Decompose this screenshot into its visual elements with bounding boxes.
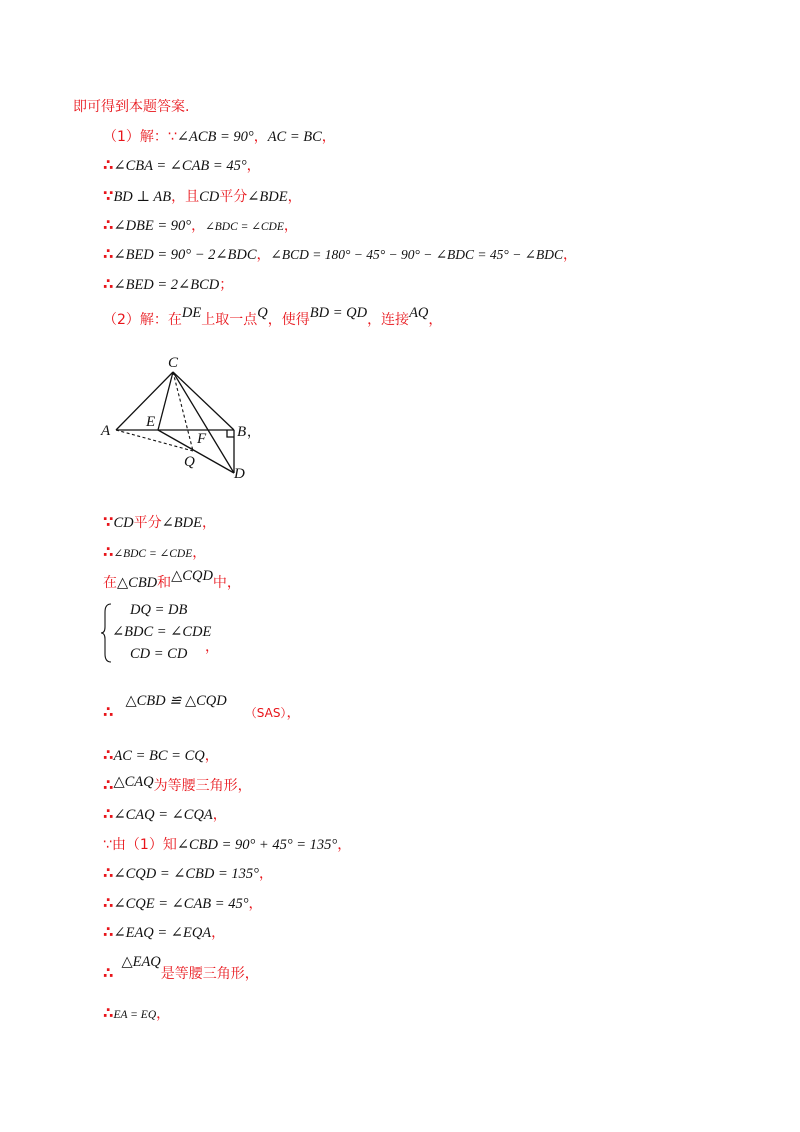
- proof-line11: [103, 925, 225, 941]
- geometry-figure: [96, 350, 276, 490]
- math-aq: AQ: [409, 305, 429, 321]
- math-expr: ∠CQE = ∠CAB = 45°: [113, 896, 249, 912]
- punct: ，: [283, 218, 298, 234]
- math-expr: AC = BC = CQ: [113, 748, 205, 764]
- part1-line1: [103, 129, 336, 145]
- math-expr: ∠BDC = ∠CDE: [205, 221, 284, 233]
- punct: ，: [246, 158, 261, 174]
- part2-line: [103, 305, 443, 328]
- proof-line12: [103, 954, 259, 982]
- math-expr: ∠DBE = 90°: [113, 218, 192, 234]
- system-eq-3: CD = CD: [130, 646, 188, 662]
- math-expr: ∠BDE: [247, 189, 288, 205]
- intro-text: 即可得到本题答案.: [73, 99, 190, 115]
- therefore-symbol: ∴: [103, 964, 114, 982]
- text: ，且: [171, 189, 200, 205]
- text: ，连接: [367, 312, 410, 328]
- punct: ，: [212, 807, 227, 823]
- therefore-symbol: ∴: [103, 245, 114, 263]
- label-a: A: [101, 423, 111, 439]
- proof-line13: [103, 1006, 170, 1022]
- math-expr: ∠BCD = 180° − 45° − 90° − ∠BDC = 45° − ∠BDC: [270, 247, 563, 262]
- part1-line3: [103, 189, 302, 205]
- proof-line6: [103, 774, 252, 794]
- system-eq-1: DQ = DB: [130, 602, 188, 618]
- punct: ；: [219, 277, 234, 293]
- text: 平分: [219, 189, 248, 205]
- label-b: B: [237, 424, 247, 440]
- text: 为等腰三角形，: [153, 778, 252, 794]
- text: 平分: [133, 515, 162, 531]
- proof-line7: [103, 807, 227, 823]
- punct: ，: [156, 1006, 171, 1022]
- system-end: ，: [205, 639, 219, 655]
- sep: ，: [253, 129, 268, 145]
- punct: ，: [248, 896, 263, 912]
- because-symbol: ∵: [103, 513, 114, 531]
- segment-cd: [173, 372, 234, 473]
- proof-line3: [103, 568, 241, 591]
- because-symbol: ∵: [103, 187, 114, 205]
- text: 在: [103, 575, 117, 591]
- text: 和: [157, 575, 172, 591]
- math-expr: △CQD: [171, 568, 213, 584]
- label-c: C: [168, 355, 179, 371]
- math-angle-acb: ∠ACB = 90°: [176, 129, 254, 145]
- math-expr: △CBD: [117, 575, 158, 591]
- punct: ，: [321, 129, 336, 145]
- part1-line6: [103, 277, 233, 293]
- math-q: Q: [257, 305, 268, 321]
- math-expr: ∠BDE: [161, 515, 202, 531]
- label-q: Q: [184, 454, 195, 470]
- segment-cq: [173, 372, 193, 451]
- therefore-symbol: ∴: [103, 216, 114, 234]
- proof-line1: [103, 515, 216, 531]
- math-expr: ∠BED = 90° − 2∠BDC: [113, 247, 257, 263]
- math-expr: ∠EAQ = ∠EQA: [113, 925, 212, 941]
- label-f: F: [197, 431, 207, 447]
- system-eq-2: ∠BDC = ∠CDE: [112, 624, 212, 640]
- part1-line4: [103, 218, 298, 234]
- punct: ，: [191, 218, 206, 234]
- punct: ，: [337, 837, 352, 853]
- part1-lead: （1）解：∵: [103, 129, 177, 145]
- math-expr: ∠BED = 2∠BCD: [113, 277, 220, 293]
- punct: ，: [563, 247, 577, 263]
- segment-ce: [158, 372, 173, 430]
- math-expr: ∠BDC = ∠CDE: [113, 548, 193, 560]
- part1-line5: [103, 247, 577, 263]
- segment-ac: [116, 372, 173, 430]
- segment-aq: [116, 430, 193, 451]
- math-expr: CD: [199, 189, 220, 205]
- part2-lead: （2）解：在: [103, 312, 182, 328]
- text: 上取一点: [201, 312, 258, 328]
- right-angle-mark: [227, 430, 234, 437]
- proof-line4: [103, 693, 301, 721]
- therefore-symbol: ∴: [103, 864, 114, 882]
- therefore-symbol: ∴: [103, 776, 114, 794]
- proof-line2: [103, 545, 206, 561]
- figure-trailing-comma: ，: [247, 425, 261, 440]
- therefore-symbol: ∴: [103, 923, 114, 941]
- math-expr: BD ⊥ AB: [113, 189, 172, 205]
- proof-line10: [103, 896, 263, 912]
- text: ，使得: [267, 312, 310, 328]
- part1-line2: [103, 158, 261, 174]
- punct: ，: [258, 866, 273, 882]
- therefore-symbol: ∴: [103, 275, 114, 293]
- math-expr: ∠CAQ = ∠CQA: [113, 807, 213, 823]
- sas-note: （SAS）: [244, 706, 287, 720]
- therefore-symbol: ∴: [103, 703, 114, 721]
- math-expr: CD: [113, 515, 134, 531]
- therefore-symbol: ∴: [103, 543, 114, 561]
- math-expr: △EAQ: [121, 954, 161, 970]
- punct: ，: [192, 545, 207, 561]
- segment-ed: [158, 430, 234, 473]
- punct: ，: [286, 705, 301, 721]
- therefore-symbol: ∴: [103, 894, 114, 912]
- math-expr: ∠CBD = 90° + 45° = 135°: [176, 837, 338, 853]
- label-d: D: [234, 466, 245, 482]
- punct: ，: [211, 925, 226, 941]
- proof-line8: [103, 837, 351, 853]
- therefore-symbol: ∴: [103, 1004, 114, 1022]
- label-e: E: [146, 414, 156, 430]
- therefore-symbol: ∴: [103, 805, 114, 823]
- therefore-symbol: ∴: [103, 156, 114, 174]
- punct: ，: [428, 312, 443, 328]
- math-expr: EA = EQ: [113, 1009, 157, 1021]
- math-bd-qd: BD = QD: [309, 305, 368, 321]
- punct: ，: [204, 748, 219, 764]
- math-de: DE: [181, 305, 202, 321]
- math-expr: ∠CQD = ∠CBD = 135°: [113, 866, 259, 882]
- text: 是等腰三角形，: [160, 966, 259, 982]
- punct: ，: [201, 515, 216, 531]
- math-congruence: △CBD ≌ △CQD: [125, 693, 227, 709]
- math-expr: ∠CBA = ∠CAB = 45°: [113, 158, 247, 174]
- proof-line9: [103, 866, 273, 882]
- proof-line5: [103, 748, 219, 764]
- therefore-symbol: ∴: [103, 746, 114, 764]
- punct: ，: [287, 189, 302, 205]
- math-expr: △CAQ: [113, 774, 154, 790]
- text: ∵由（1）知: [103, 837, 177, 853]
- text: 中，: [212, 575, 241, 591]
- punct: ，: [256, 247, 271, 263]
- math-ac-bc: AC = BC: [267, 129, 322, 145]
